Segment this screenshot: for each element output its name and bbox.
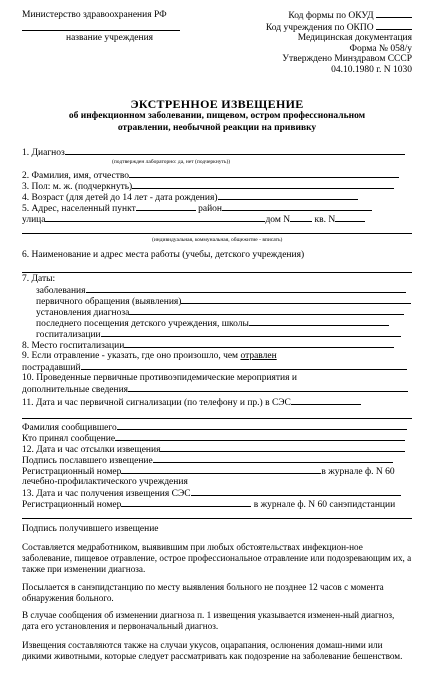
dwelling-line[interactable] [22,233,412,234]
header-right [266,10,412,75]
med-doc-label: Медицинская документация [297,33,412,43]
field-sent-time[interactable]: 12. Дата и час отсылки извещения [22,444,412,456]
dwelling-hint: (индивидуальная, коммунальная, общежитие - вписать) [152,237,283,243]
okpo-code-line[interactable]: Код учреждения по ОКПО [266,22,412,34]
field-signal-time[interactable]: 11. Дата и час первичной сигнализации (по телефону и пр.) в СЭС [22,397,412,409]
field-address[interactable]: 5. Адрес, населенный пункт район [22,203,412,215]
field-poisoning: 9. Если отравление - указать, где оно произошло, чем отравлен [22,351,277,361]
signal-line[interactable] [22,418,412,419]
work-line[interactable] [22,272,412,273]
poisoned-underlined: отравлен [240,351,277,361]
field-date-last-visit[interactable]: последнего посещения детского учреждения, школы [36,318,412,330]
field-dates-heading: 7. Даты: [22,274,56,284]
field-sender-signature[interactable]: Подпись пославшего извещение [22,455,412,467]
institution-caption: название учреждения [66,33,154,43]
page-subtitle [40,111,394,134]
field-date-hospitalization[interactable]: госпитализации [36,329,412,341]
field-victim[interactable]: пострадавший [22,362,412,374]
approved-label: Утверждено Минздравом СССР [282,54,412,64]
page-title: ЭКСТРЕННОЕ ИЗВЕЩЕНИЕ [130,97,304,111]
field-institution: лечебно-профилактического учреждения [22,477,188,487]
header-left [22,10,180,44]
field-age[interactable]: 4. Возраст (для детей до 14 лет - дата рождения) [22,192,412,204]
ses-line[interactable] [22,518,412,519]
field-date-first-visit[interactable]: первичного обращения (выявления) [36,296,412,308]
note-2: Посылается в санэпидстанцию по месту выявления больного не позднее 12 часов с момента обнаружения больного. [22,582,384,603]
field-date-diagnosis[interactable]: установления диагноза [36,307,412,319]
field-fio[interactable]: 2. Фамилия, имя, отчество [22,170,412,182]
note-3: В случае сообщения об изменении диагноза п. 1 извещения указывается изменен-ный диагноз, дата его установления и первоначальный диагноз. [22,610,395,631]
field-diagnosis[interactable]: 1. Диагноз [22,147,412,159]
subtitle-line-2: отравлении, необычной реакции на прививку [117,122,317,133]
form-number: Форма № 058/у [349,43,412,54]
field-reg-number-ses[interactable]: Регистрационный номер в журнале ф. N 60 санэпидстанции [22,500,396,510]
field-measures: 10. Проведенные первичные противоэпидемические мероприятия и [22,373,297,383]
field-received-time[interactable]: 13. Дата и час получения извещения СЭС [22,488,412,500]
field-reporter[interactable]: Фамилия сообщившего [22,422,412,434]
field-receiver-signature: Подпись получившего извещение [22,524,159,534]
field-receiver[interactable]: Кто принял сообщение [22,433,412,445]
field-sex[interactable]: 3. Пол: м. ж. (подчеркнуть) [22,181,412,193]
okud-code-line[interactable]: Код формы по ОКУД [266,10,412,22]
field-hospital[interactable]: 8. Место госпитализации [22,340,412,352]
field-additional[interactable]: дополнительные сведения [22,384,412,396]
note-4: Извещения составляются также на случаи укусов, оцарапания, ослюнения домаш-ними или дикими животными, которые следует рассматривать как подозрение на заболевание бешенством. [22,640,403,661]
field-reg-number[interactable]: Регистрационный номер в журнале ф. N 60 [22,467,395,477]
field-date-illness[interactable]: заболевания [36,285,412,297]
ministry-name: Министерство здравоохранения РФ [22,10,167,20]
institution-name-line[interactable] [22,21,180,31]
note-1: Составляется медработником, выявившим при любых обстоятельствах инфекцион-ное заболевание, пищевое отравление, острое профессиональное отравление или подозревающим их, а также при изменении диагноза. [22,542,412,574]
field-work: 6. Наименование и адрес места работы (учебы, детского учреждения) [22,250,305,260]
approval-date: 04.10.1980 г. N 1030 [331,64,412,75]
field-street[interactable]: улица дом N кв. N [22,214,412,226]
subtitle-line-1: об инфекционном заболевании, пищевом, остром профессиональном [68,111,366,121]
diagnosis-hint: (подтвержден лабораторно: да, нет (подчеркнуть)) [112,159,231,165]
